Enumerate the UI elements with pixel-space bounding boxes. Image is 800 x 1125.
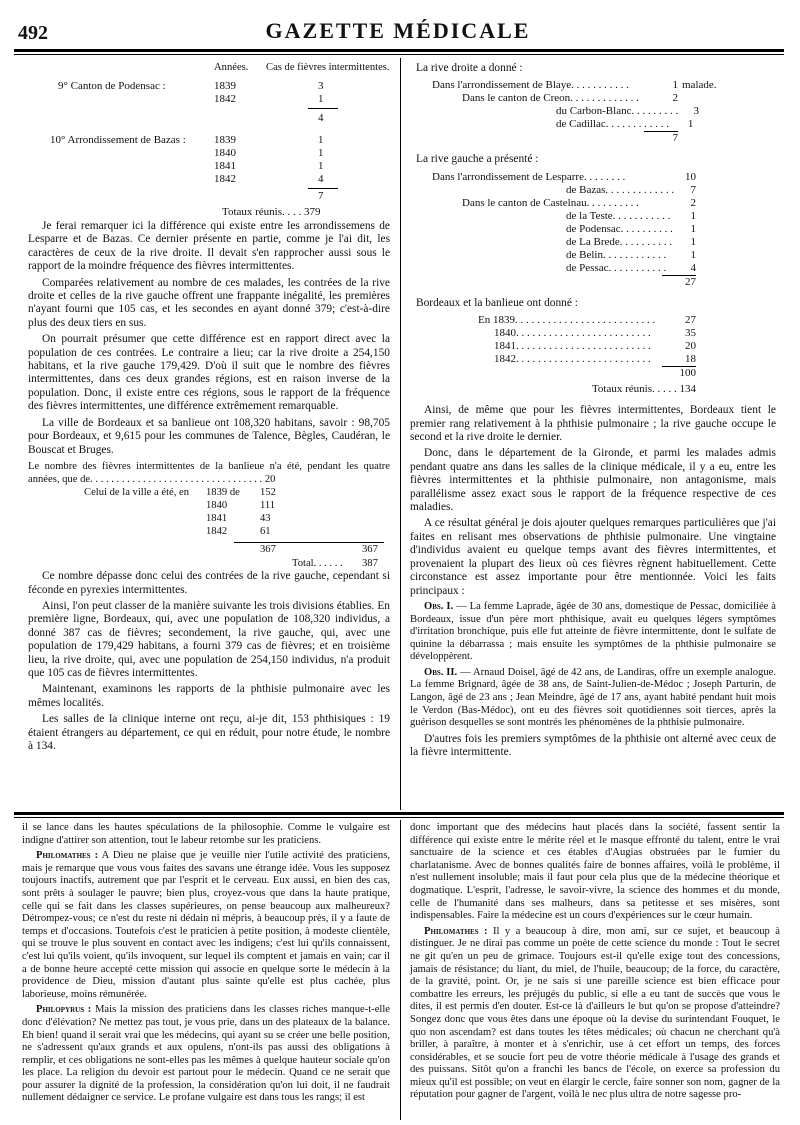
- rive-droite-table: [432, 79, 732, 145]
- row-label: de Pessac. . . . . . . . . . .: [566, 261, 667, 274]
- year: 1842: [214, 173, 236, 185]
- fever-table: [28, 62, 390, 220]
- paragraph: Maintenant, examinons les rapports de la phthisie pulmonaire avec les mêmes localités.: [28, 683, 390, 709]
- row-label: 1842. . . . . . . . . . . . . . . . . . . . . . . . .: [494, 353, 651, 366]
- subtotal: 367: [362, 544, 378, 556]
- rive-droite-title: La rive droite a donné :: [416, 62, 523, 74]
- count: 1: [318, 93, 324, 105]
- year: 1842: [214, 93, 236, 105]
- table-row: [478, 353, 696, 366]
- paragraph: Ainsi, l'on peut classer de la manière suivante les trois divisions établies. En première ligne, Bordeaux, qui, avec une population de 108,320 individus, a donné 387 cas de fièvres; secondement, la rive gauche, qui, avec une population de 179,429 habitans, a fourni 379 cas de fièvres; et en troisième lieu, la rive droite, qui, avec une population de 254,150 individus, n'a produit que 105 cas de fièvres intermittentes.: [28, 599, 390, 679]
- table-row: [432, 105, 732, 118]
- row-label: de La Brede. . . . . . . . . .: [566, 235, 672, 248]
- page-title: GAZETTE MÉDICALE: [265, 18, 531, 43]
- arr10-label: 10° Arrondissement de Bazas :: [50, 134, 186, 146]
- grand-total: Totaux réunis. . . . 379: [222, 206, 321, 218]
- count: 1: [318, 134, 324, 146]
- table-row: [432, 92, 732, 105]
- paragraph: D'autres fois les premiers symptômes de la phthisie ont alterné avec ceux de la fièvre intermittente.: [410, 732, 776, 759]
- sum-rule: [234, 542, 384, 543]
- row-label: de Bazas. . . . . . . . . . . . .: [566, 183, 675, 196]
- table-row: [432, 236, 696, 249]
- row-label: Dans le canton de Creon. . . . . . . . . . . . .: [462, 92, 639, 105]
- row-value: 27: [685, 314, 696, 327]
- left-column: [28, 62, 390, 756]
- year: 1841: [206, 513, 228, 525]
- table-row: [432, 249, 696, 262]
- feuilleton-left: [22, 822, 390, 1108]
- feuilleton-right: [410, 822, 780, 1105]
- row-suffix: malade.: [682, 79, 717, 92]
- sum-rule: [308, 108, 338, 109]
- table-row: [432, 171, 696, 184]
- paragraph: La ville de Bordeaux et sa banlieue ont 108,320 habitans, savoir : 98,705 pour Bordeaux, et 9,615 pour les communes de Talence, Bègles, Caudéran, le Bouscat et Bruges.: [28, 416, 390, 456]
- subtotal: 27: [662, 275, 696, 289]
- subtotal: 100: [662, 366, 696, 380]
- feuilleton-divider: [400, 820, 401, 1120]
- row-value: 1: [690, 209, 696, 222]
- paragraph: Donc, dans le département de la Gironde, et parmi les malades admis pendant quatre ans dans les salles de la clinique médicale, il y a eu, entre les fièvres intermittentes et la phthisie pulmonaire, non antagonisme, mais parallélisme assez exact sous le rapport de la fréquence respective de ces maladies.: [410, 447, 776, 514]
- speaker: Philopyrus :: [36, 1004, 92, 1016]
- text: il se lance dans les hautes spéculations de la philosophie. Comme le vulgaire est indigne d'attirer son attention, tout le labeur retombe sur les praticiens.: [22, 822, 390, 846]
- table-row: [432, 118, 732, 131]
- row-value: 1: [690, 248, 696, 261]
- rive-gauche-title: La rive gauche a présenté :: [416, 153, 539, 166]
- header-rule: [14, 49, 784, 52]
- row-value: 1: [690, 235, 696, 248]
- row-value: 2: [690, 196, 696, 209]
- table-row: [432, 131, 732, 145]
- rive-gauche-table: [432, 171, 696, 289]
- row-value: 3: [693, 105, 699, 118]
- paragraph: Ce nombre dépasse donc celui des contrées de la rive gauche, cependant si féconde en pyrexies intermittentes.: [28, 570, 390, 596]
- row-label: Dans l'arrondissement de Blaye. . . . . . . . . . .: [432, 79, 629, 92]
- table-row: [478, 340, 696, 353]
- table-row: [478, 366, 696, 380]
- table-row: [432, 223, 696, 236]
- page-number: 492: [18, 22, 48, 44]
- row-value: 1: [690, 222, 696, 235]
- col-header-years: Années.: [214, 62, 249, 73]
- obs-head: Obs. II.: [424, 666, 458, 678]
- ville-table: [28, 486, 390, 570]
- row-value: 7: [690, 183, 696, 196]
- year: 1839: [214, 134, 236, 146]
- table-row: [432, 275, 696, 289]
- subtotal: 367: [260, 544, 276, 556]
- row-value: 10: [685, 170, 696, 183]
- text: Mais la mission des praticiens dans les classes riches manque-t-elle donc d'élévation? Ne mettez pas tout, je vous prie, dans un des plateaux de la balance. Eh bien! quand il serait vrai que les médecins, qui ayant su se créer une belle position, ne s'adressent qu'aux grands et aux opulens, n'ont-ils pas aussi des obligations à remplir, et ces obligations ne sont-elles pas les mêmes à quelque hauteur sociale qu'on les place. La religion du devoir est partout pour le médecin. Quand ce ne serait que pour assurer la dignité de la profession, la considération qu'on lui doit, il ne faudrait nullement dédaigner ce service. Le profane vulgaire est dans tous les rangs; il est: [22, 1004, 391, 1104]
- bordeaux-title: Bordeaux et la banlieue ont donné :: [416, 296, 578, 309]
- paragraph: Je ferai remarquer ici la différence qui existe entre les arrondissemens de Lesparre et de Bazas. Ce dernier présente en partie, comme je l'ai dit, les caractères de ceux de la rive droite. Il devait s'en rapprocher aussi sous le rapport de la moindre fréquence des fièvres intermittentes.: [28, 220, 390, 273]
- year: 1842: [206, 526, 228, 538]
- paragraph: [22, 850, 390, 1001]
- paragraph: On pourrait présumer que cette différence est en rapport direct avec la population de ces contrées. Le contraire a lieu; car la rive droite a 254,150 habitans, et la rive gauche 179,429. D'où il suit que le nombre des fièvres intermittentes, dans ces deux grandes régions, est en raison inverse de la population. Donc, il existe entre ces régions, sous le rapport de la fréquence des fièvres intermittentes, une différence extrêmement remarquable.: [28, 333, 390, 413]
- year: 1839 de: [206, 487, 240, 499]
- count: 43: [260, 513, 271, 525]
- row-value: 2: [672, 92, 678, 105]
- subtotal: 7: [644, 131, 678, 145]
- row-value: 4: [690, 261, 696, 274]
- feuilleton-rule: [14, 812, 784, 815]
- total-label: Total. . . . . .: [292, 558, 343, 570]
- canton9-label: 9° Canton de Podensac :: [58, 80, 166, 92]
- row-value: 1: [687, 118, 694, 131]
- row-value: 35: [685, 327, 696, 340]
- paragraph: Les salles de la clinique interne ont reçu, ai-je dit, 153 phthisiques : 19 étaient étrangers au département, ce qui en réduit, pour notre étude, le nombre à 134.: [28, 713, 390, 752]
- table-row: [432, 210, 696, 223]
- row-label: de la Teste. . . . . . . . . . .: [566, 209, 671, 222]
- header-rule-thin: [14, 54, 784, 55]
- year: 1840: [214, 147, 236, 159]
- paragraph: Ainsi, de même que pour les fièvres intermittentes, Bordeaux tient le premier rang relativement à la phthisie pulmonaire ; la rive gauche occupe le second et la rive droite le dernier.: [410, 404, 776, 444]
- table-row: [432, 184, 696, 197]
- obs-text: — La femme Laprade, âgée de 30 ans, domestique de Pessac, domiciliée à Bordeaux, issue d'un père mort phthisique, avait eu quelques légers symptômes d'irritation bronchique, puis elle fut atteinte de fièvre intermittente, dont le sulfate de quinine la débarrassa ; mais ensuite les symptômes de la phthisie pulmonaire se développèrent.: [410, 600, 777, 663]
- paragraph: Comparées relativement au nombre de ces malades, les contrées de la rive droite et celles de la rive gauche offrent une frappante inégalité, les premières n'ayant fourni que 105 cas, et les secondes en ayant donné 379; c'est-à-dire plus des deux tiers en sus.: [28, 276, 390, 329]
- col-header-cases: Cas de fièvres intermittentes.: [266, 62, 390, 73]
- subtotal: 4: [318, 112, 324, 124]
- obs-text: — Arnaud Doisel, âgé de 42 ans, de Landiras, offre un exemple analogue. La femme Brignard, âgée de 38 ans, de Saint-Julien-de-Médoc ; Joseph Parturin, de Langon, âgé de 23 ans ; Jean Meindre, âgé de 17 ans, ayant habité pendant huit mois le Verdon (Bas-Médoc), ont eu des fièvres soit quotidiennes soit tierces, après la guérison desquelles se sont montrés les phénomènes de la phthisie pulmonaire.: [410, 666, 777, 729]
- row-label: 1841. . . . . . . . . . . . . . . . . . . . . . . . .: [494, 340, 651, 353]
- speaker: Philomathes :: [36, 850, 99, 862]
- table-row: [432, 197, 696, 210]
- year: 1840: [206, 500, 228, 512]
- count: 1: [318, 160, 324, 172]
- count: 111: [260, 500, 276, 512]
- table-row: [478, 327, 696, 340]
- obs-head: Obs. I.: [424, 600, 454, 612]
- paragraph: [22, 1004, 390, 1105]
- bordeaux-table: [478, 314, 696, 396]
- row-label: de Cadillac. . . . . . . . . . . .: [556, 118, 670, 131]
- paragraph: [22, 822, 390, 847]
- text: donc important que des médecins haut placés dans la société, fassent sentir la différence qui existe entre le mérite réel et le masque effronté du talent, entre le vrai sanctuaire de la science et ces étables d'Augias obstruées par le fumier du charlatanisme. Avec de bonnes qualités faire de bonnes affaires, voilà le problème, il n'est nullement insoluble; mais il faut pour cela plus que de la médecine théorique et dogmatique. L'esprit, l'adresse, le savoir-vivre, la science des hommes et du monde, celle de l'humanité dans ses malheurs, dans sa petitesse et ses misères, sont indispensables. Faire la médecine est un cours d'expériences sur le cœur humain.: [410, 822, 780, 922]
- total: 387: [362, 558, 378, 570]
- banlieue-intro: Le nombre des fièvres intermittentes de la banlieue n'a été, pendant les quatre années, que de. . . . . . . . . . . . . . . . . . . . . . . . . . . . . . . . . 20: [28, 460, 390, 485]
- row-label: du Carbon-Blanc. . . . . . . . .: [556, 105, 679, 118]
- row-value: 18: [685, 353, 696, 366]
- column-divider: [400, 58, 401, 810]
- row-label: 1840. . . . . . . . . . . . . . . . . . . . . . . . .: [494, 327, 651, 340]
- paragraph: A ce résultat général je dois ajouter quelques remarques particulières que j'ai faites en relisant mes observations de phthisie pulmonaire. Une vingtaine d'individus avaient eu quelque temps avant des fièvres intermittentes, et provenaient la plupart des lieux où ces fièvres règnent habituellement. Cette circonstance est assez importante pour être mentionnée. Voici les faits principaux :: [410, 517, 776, 597]
- row-label: de Podensac. . . . . . . . . .: [566, 222, 673, 235]
- paragraph: [410, 822, 780, 923]
- count: 152: [260, 487, 276, 499]
- row-label: Dans l'arrondissement de Lesparre. . . . . . . .: [432, 170, 626, 183]
- speaker: Philomathes :: [424, 925, 488, 937]
- text: A Dieu ne plaise que je veuille nier l'utile activité des praticiens, mais je remarque que vous vous faites des savans une étrange idée. Vous les supposez toujours inactifs, autrement que par l'esprit et le cerveau. Eux aussi, en bien des cas, sont prêts à soulager le pauvre; bien plus, croyez-vous que dans la haute pratique, celle qui se fait dans les classes supérieures, on pense beaucoup aux malheureux? Détrompez-vous; ce n'est du reste ni dédain ni mépris, à beaucoup près, il y a faute de temps et d'occasions. Toutefois c'est le praticien à petite position, à modeste clientèle, qui se trouve le plus souvent en contact avec les indigens; c'est lui qu'ils connaissent, c'est lui qu'ils voient, qu'ils invoquent, sur lequel ils comptent et jamais en vain; car il a de bonne heure accepté cette mission qui associe en quelque sorte le médecin à la providence de Dieu, mission d'autant plus sainte qu'elle est plus cachée, plus laborieuse, moins rémunérée.: [22, 850, 391, 1000]
- sum-rule: [308, 188, 338, 189]
- feuilleton-rule-thin: [14, 817, 784, 818]
- count: 3: [318, 80, 324, 92]
- table-row: [432, 79, 732, 92]
- row-label: Dans le canton de Castelnau. . . . . . . . . .: [462, 196, 639, 209]
- observation-1: [410, 601, 776, 664]
- table-row: [432, 262, 696, 275]
- text: Il y a beaucoup à dire, mon ami, sur ce sujet, et beaucoup à distinguer. Je ne dirai pas comme un poète de cette science du monde : Tout le secret ne git qu'en un peu de grimace. Toujours est-il qu'elle exige tout des concessions, jamais de résistance; du liant, du miel, de l'huile, beaucoup; de la force, du caractère, de la gravité, point. Or, je ne sais si une pareille science est bien efficace pour combattre les erreurs, les préjugés du public, si elle a eu tant de succès que vous le dites, il est permis d'en douter. Est-ce là d'ailleurs le but qu'on se propose d'atteindre? Songez donc que vous êtes dans une époque où la devise du surintendant Fouquet, le quo non ascendam? est dans toutes les têtes médicales; où chacun ne cherchant qu'à briller, à paraître, à monter et à s'enrichir, use à cet effort un temps, des forces considérables, et se soucie fort peu de votre théorie médicale à l'usage des grands et des puissans. Sitôt qu'on a franchi les bancs de l'école, on exerce sa profession du mieux qu'il est possible; on veut en élargir le cercle, faire sonner son nom, gagner de la réputation pour gagner de l'argent, voilà le nec plus ultra de notre sagesse pro-: [410, 925, 780, 1101]
- row-label: En 1839. . . . . . . . . . . . . . . . . . . . . . . . . .: [478, 314, 656, 327]
- ville-intro: Celui de la ville a été, en: [84, 487, 190, 499]
- row-value: 1: [672, 79, 678, 92]
- paragraph: [410, 926, 780, 1102]
- totaux-reunis: Totaux réunis. . . . . 134: [591, 383, 696, 396]
- row-value: 20: [685, 340, 696, 353]
- count: 61: [260, 526, 271, 538]
- count: 1: [318, 147, 324, 159]
- row-label: de Belin. . . . . . . . . . . .: [566, 248, 667, 261]
- subtotal: 7: [318, 190, 324, 202]
- year: 1841: [214, 160, 236, 172]
- table-row: [478, 314, 696, 327]
- year: 1839: [214, 80, 236, 92]
- count: 4: [318, 173, 324, 185]
- right-column: [410, 62, 776, 763]
- observation-2: [410, 667, 776, 730]
- page-header: [18, 14, 778, 48]
